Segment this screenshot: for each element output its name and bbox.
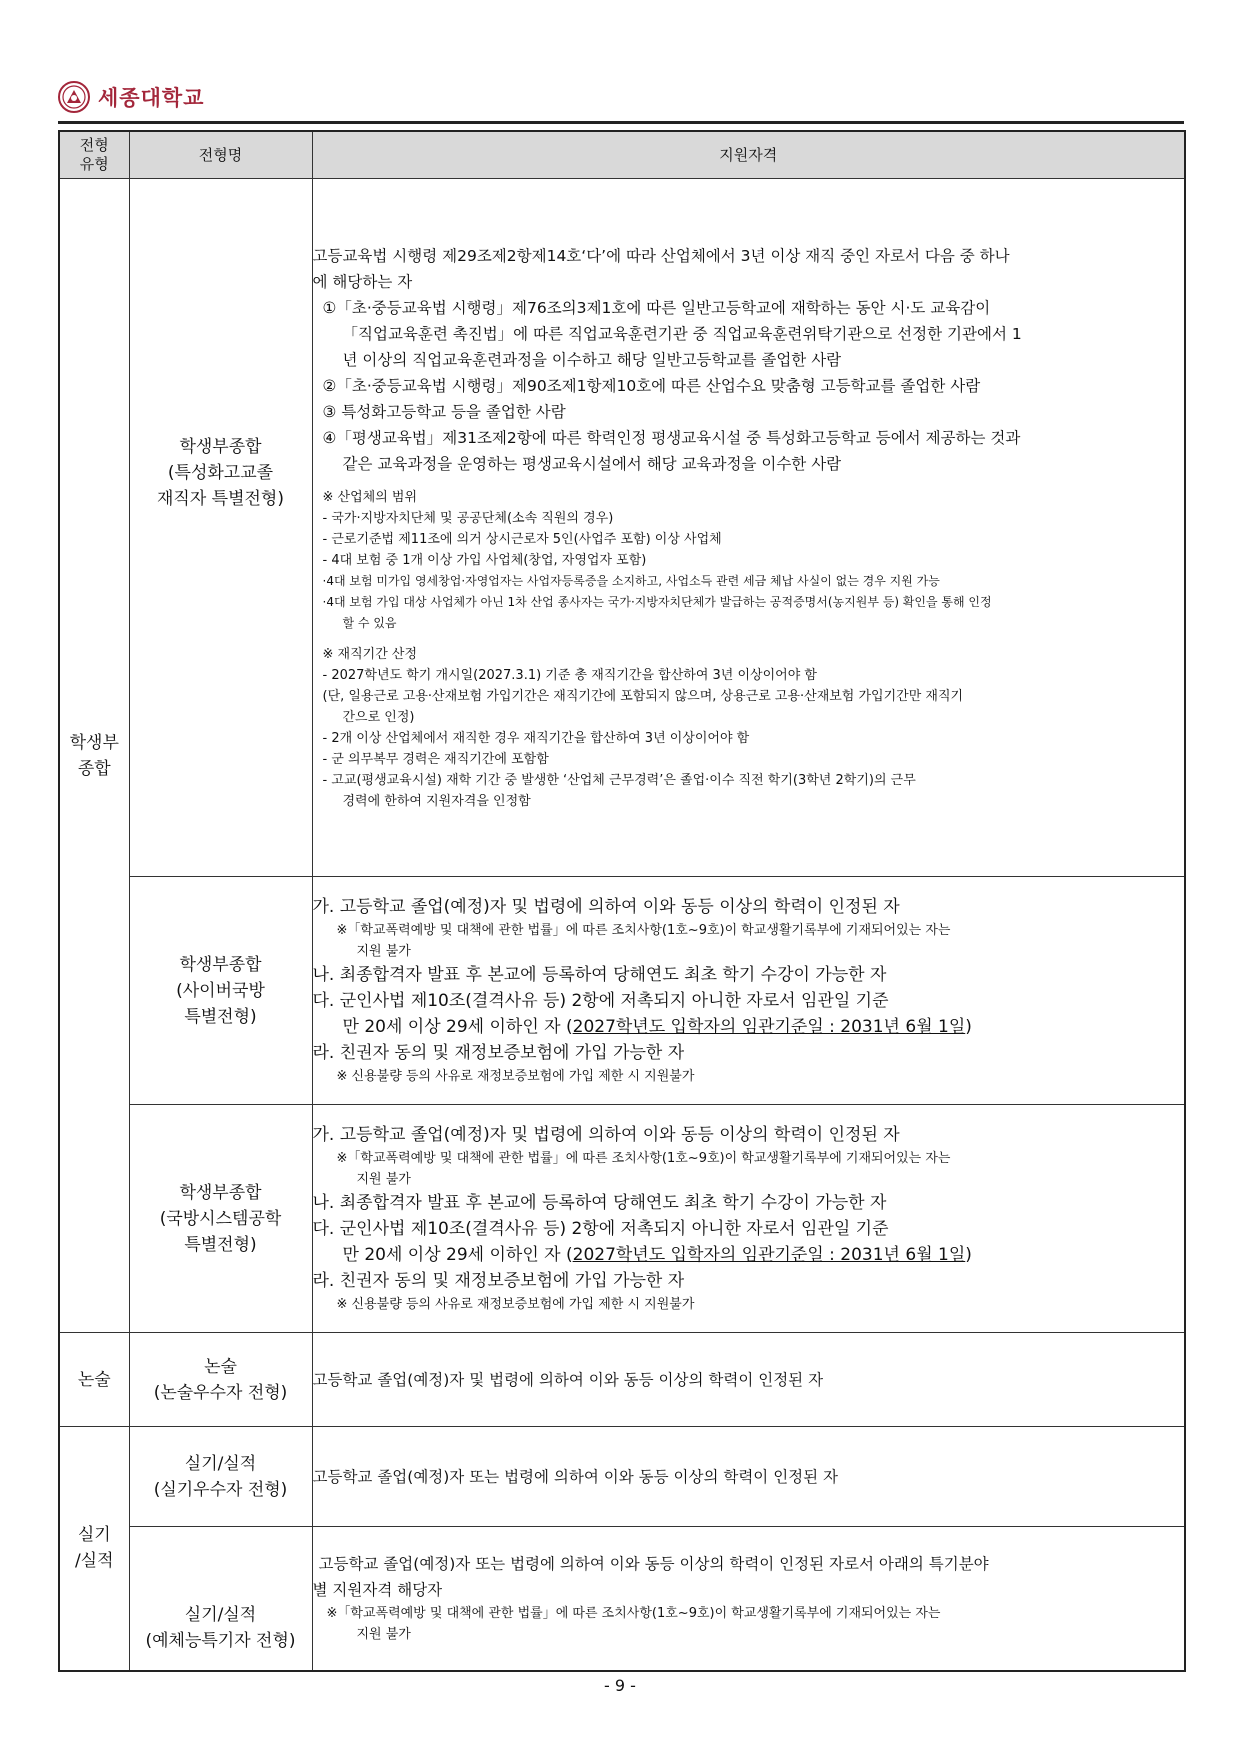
requirement-line: 같은 교육과정을 운영하는 평생교육시설에서 해당 교육과정을 이수한 사람: [342, 455, 842, 473]
table-row: [59, 1427, 1185, 1527]
note-line: 지원 불가: [356, 944, 411, 959]
requirement-line: ①「초·중등교육법 시행령」제76조의3제1호에 따른 일반고등학교에 재학하는 동안 시·도 교육감이: [322, 299, 991, 317]
header-type: 전형 유형: [59, 131, 129, 179]
note-line: (단, 일용근로 고용·산재보험 가입기간은 재직기간에 포함되지 않으며, 상용근로 고용·산재보험 가입기간만 재직기: [322, 689, 964, 704]
note-line: - 고교(평생교육시설) 재학 기간 중 발생한 ‘산업체 근무경력’은 졸업·이수 직전 학기(3학년 2학기)의 근무: [322, 773, 916, 788]
requirement-line: 고등학교 졸업(예정)자 또는 법령에 의하여 이와 동등 이상의 학력이 인정된 자로서 아래의 특기분야: [318, 1555, 989, 1574]
admission-requirements-table: [58, 130, 1186, 1672]
header-rule: [58, 121, 1184, 124]
requirement-line: 라. 친권자 동의 및 재정보증보험에 가입 가능한 자: [312, 1043, 685, 1063]
requirement-line: 라. 친권자 동의 및 재정보증보험에 가입 가능한 자: [312, 1271, 685, 1291]
note-line: ※ 신용불량 등의 사유로 재정보증보험에 가입 제한 시 지원불가: [336, 1297, 695, 1312]
header-name: 전형명: [129, 131, 312, 179]
requirement-cell: 고등학교 졸업(예정)자 및 법령에 의하여 이와 동등 이상의 학력이 인정된 자: [312, 1333, 1185, 1427]
requirement-cell: [312, 1105, 1185, 1333]
note-line: ※「학교폭력예방 및 대책에 관한 법률」에 따른 조치사항(1호~9호)이 학교생활기록부에 기재되어있는 자는: [326, 1606, 941, 1622]
group-hakseng: 학생부 종합: [59, 179, 129, 1333]
note-line: ※ 재직기간 산정: [322, 647, 418, 662]
requirement-cell: [312, 179, 1185, 877]
note-line: - 2027학년도 학기 개시일(2027.3.1) 기준 총 재직기간을 합산하여 3년 이상이어야 함: [322, 668, 817, 683]
requirement-line: ②「초·중등교육법 시행령」제90조제1항제10호에 따른 산업수요 맞춤형 고등학교를 졸업한 사람: [322, 377, 981, 395]
note-line: ·4대 보험 가입 대상 사업체가 아닌 1차 산업 종사자는 국가·지방자치단체가 발급하는 공적증명서(농지원부 등) 확인을 통해 인정: [322, 595, 992, 609]
table-row: [59, 1105, 1185, 1333]
requirement-cell: 고등학교 졸업(예정)자 또는 법령에 의하여 이와 동등 이상의 학력이 인정된 자: [312, 1427, 1185, 1527]
university-name: 세종대학교: [98, 86, 205, 110]
note-line: 간으로 인정): [342, 710, 415, 725]
note-line: - 2개 이상 산업체에서 재직한 경우 재직기간을 합산하여 3년 이상이어야 함: [322, 731, 750, 746]
requirement-line: 만 20세 이상 29세 이하인 자 (2027학년도 입학자의 임관기준일 : 2031년 6월 1일): [342, 1245, 972, 1265]
requirement-line: ④「평생교육법」제31조제2항에 따른 학력인정 평생교육시설 중 특성화고등학교 등에서 제공하는 것과: [322, 429, 1021, 447]
page-header: [58, 80, 204, 114]
requirement-cell: [312, 1527, 1185, 1671]
requirement-line: 만 20세 이상 29세 이하인 자 (2027학년도 입학자의 임관기준일 : 2031년 6월 1일): [342, 1017, 972, 1037]
table-row: [59, 1333, 1185, 1427]
note-line: 지원 불가: [356, 1172, 411, 1187]
table-header-row: [59, 131, 1185, 179]
requirement-cell: [312, 877, 1185, 1105]
track-name: 학생부종합 (국방시스템공학 특별전형): [129, 1105, 312, 1333]
track-name: 논술 (논술우수자 전형): [129, 1333, 312, 1427]
requirement-line: 가. 고등학교 졸업(예정)자 및 법령에 의하여 이와 동등 이상의 학력이 인정된 자: [312, 897, 900, 917]
university-seal-icon: [58, 81, 90, 113]
note-line: - 근로기준법 제11조에 의거 상시근로자 5인(사업주 포함) 이상 사업체: [322, 532, 722, 547]
requirement-line: 고등교육법 시행령 제29조제2항제14호‘다’에 따라 산업체에서 3년 이상 재직 중인 자로서 다음 중 하나: [312, 247, 1010, 265]
track-name: 학생부종합 (사이버국방 특별전형): [129, 877, 312, 1105]
header-requirements: 지원자격: [312, 131, 1185, 179]
requirement-line: 다. 군인사법 제10조(결격사유 등) 2항에 저촉되지 아니한 자로서 임관일 기준: [312, 1219, 889, 1239]
group-nonsul: 논술: [59, 1333, 129, 1427]
group-silgi: 실기 /실적: [59, 1427, 129, 1671]
note-line: 경력에 한하여 지원자격을 인정함: [342, 794, 531, 809]
page-number: - 9 -: [604, 1676, 636, 1695]
track-name: 학생부종합 (특성화고교졸 재직자 특별전형): [129, 179, 312, 877]
table-row: [59, 1527, 1185, 1671]
requirement-line: 에 해당하는 자: [312, 273, 413, 291]
track-name: 실기/실적 (예체능특기자 전형): [129, 1527, 312, 1671]
note-line: - 4대 보험 중 1개 이상 가입 사업체(창업, 자영업자 포함): [322, 553, 647, 568]
table-row: [59, 179, 1185, 877]
requirement-line: 나. 최종합격자 발표 후 본교에 등록하여 당해연도 최초 학기 수강이 가능한 자: [312, 1193, 887, 1213]
requirement-line: 「직업교육훈련 촉진법」에 따른 직업교육훈련기관 중 직업교육훈련위탁기관으로 선정한 기관에서 1: [342, 325, 1022, 343]
requirement-line: 별 지원자격 해당자: [312, 1581, 443, 1600]
note-line: 지원 불가: [356, 1627, 411, 1643]
track-name: 실기/실적 (실기우수자 전형): [129, 1427, 312, 1527]
note-line: ※「학교폭력예방 및 대책에 관한 법률」에 따른 조치사항(1호~9호)이 학교생활기록부에 기재되어있는 자는: [336, 923, 951, 938]
note-line: - 국가·지방자치단체 및 공공단체(소속 직원의 경우): [322, 511, 614, 526]
note-line: ※ 신용불량 등의 사유로 재정보증보험에 가입 제한 시 지원불가: [336, 1069, 695, 1084]
note-line: 할 수 있음: [342, 616, 397, 630]
note-line: ※「학교폭력예방 및 대책에 관한 법률」에 따른 조치사항(1호~9호)이 학교생활기록부에 기재되어있는 자는: [336, 1151, 951, 1166]
note-line: ·4대 보험 미가입 영세창업·자영업자는 사업자등록증을 소지하고, 사업소득 관련 세금 체납 사실이 없는 경우 지원 가능: [322, 574, 940, 588]
requirement-line: ③ 특성화고등학교 등을 졸업한 사람: [322, 403, 566, 421]
requirement-line: 년 이상의 직업교육훈련과정을 이수하고 해당 일반고등학교를 졸업한 사람: [342, 351, 842, 369]
note-line: ※ 산업체의 범위: [322, 490, 418, 505]
note-line: - 군 의무복무 경력은 재직기간에 포함함: [322, 752, 549, 767]
requirement-line: 다. 군인사법 제10조(결격사유 등) 2항에 저촉되지 아니한 자로서 임관일 기준: [312, 991, 889, 1011]
table-row: [59, 877, 1185, 1105]
requirement-line: 나. 최종합격자 발표 후 본교에 등록하여 당해연도 최초 학기 수강이 가능한 자: [312, 965, 887, 985]
requirement-line: 가. 고등학교 졸업(예정)자 및 법령에 의하여 이와 동등 이상의 학력이 인정된 자: [312, 1125, 900, 1145]
